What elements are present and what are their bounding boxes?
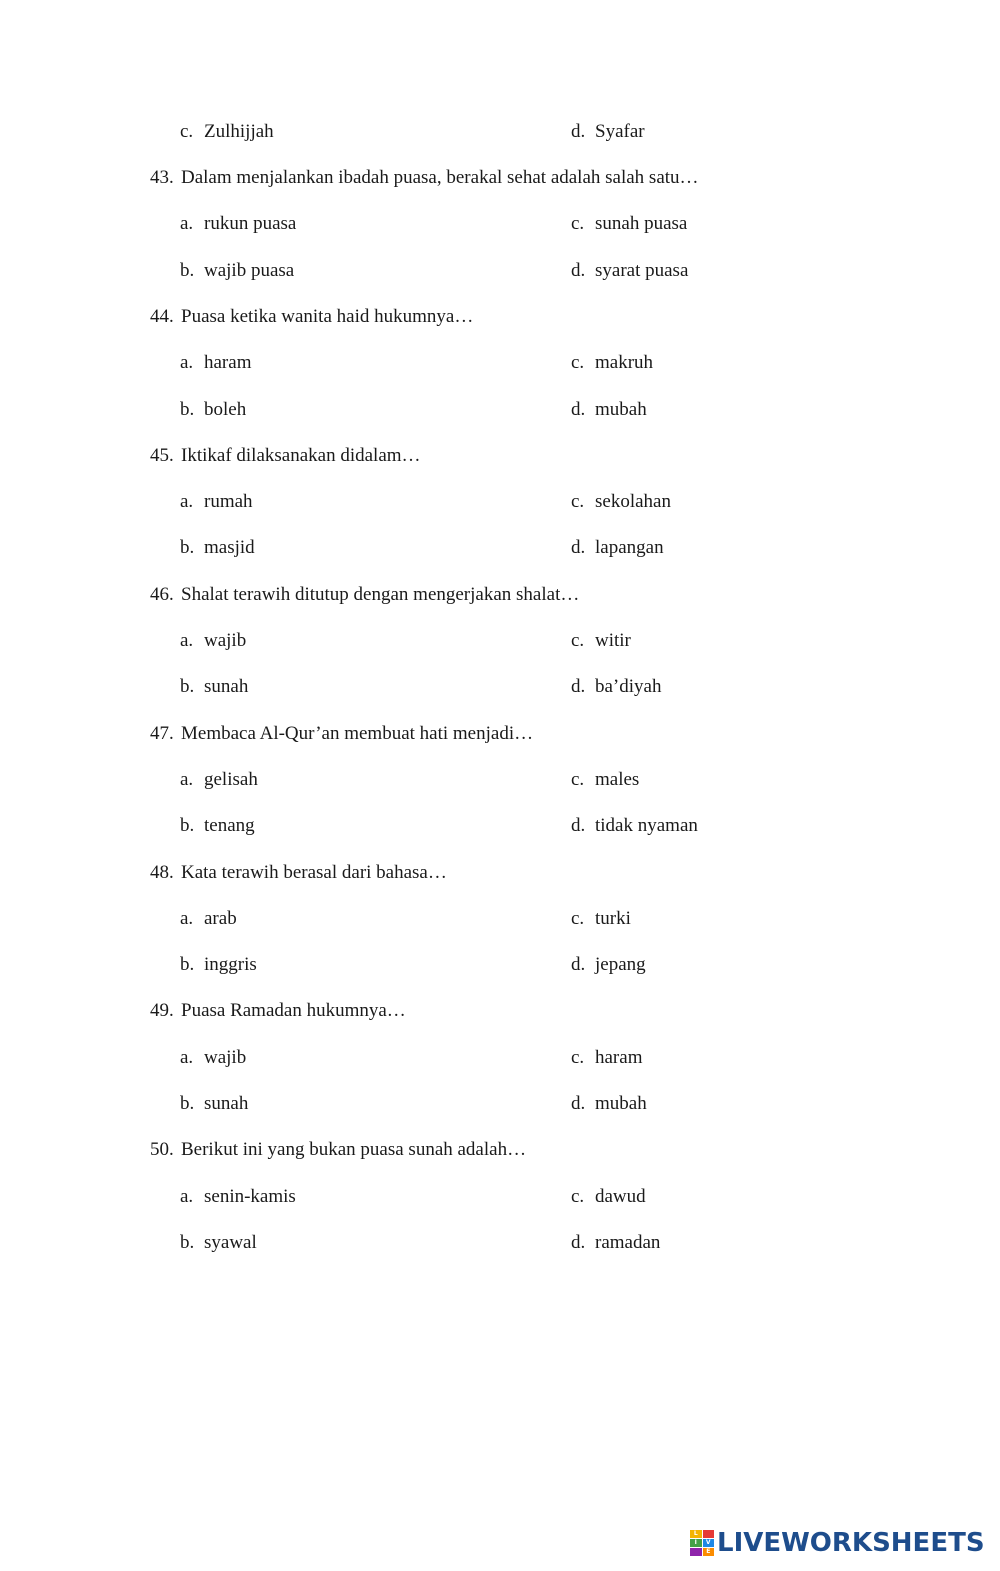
option-d[interactable] [571, 814, 698, 838]
option-letter: d. [571, 954, 586, 975]
question-number: 44. [150, 306, 174, 327]
option-letter: d. [571, 1232, 586, 1253]
question-text: Puasa Ramadan hukumnya… [181, 1000, 406, 1021]
question [150, 166, 699, 190]
option-letter: a. [180, 352, 194, 373]
option-letter: c. [571, 1186, 585, 1207]
option-letter: b. [180, 1232, 195, 1253]
option-text: gelisah [204, 769, 258, 790]
option-text: sekolahan [595, 491, 671, 512]
option-letter: d. [571, 1093, 586, 1114]
option-letter: b. [180, 954, 195, 975]
option-text: Syafar [595, 121, 645, 142]
question [150, 305, 473, 329]
option-d[interactable] [571, 675, 661, 699]
option-text: males [595, 769, 640, 790]
option-text: rumah [204, 491, 253, 512]
option-d[interactable] [571, 120, 645, 144]
question-text: Iktikaf dilaksanakan didalam… [181, 445, 421, 466]
question-number: 43. [150, 167, 174, 188]
option-text: sunah puasa [595, 213, 688, 234]
option-letter: c. [180, 121, 194, 142]
option-letter: c. [571, 213, 585, 234]
option-text: mubah [595, 1093, 647, 1114]
option-text: senin-kamis [204, 1186, 296, 1207]
option-text: witir [595, 630, 631, 651]
option-c[interactable] [571, 490, 671, 514]
option-letter: c. [571, 491, 585, 512]
option-b[interactable] [180, 675, 248, 699]
option-text: inggris [204, 954, 257, 975]
option-a[interactable] [180, 490, 253, 514]
option-d[interactable] [571, 259, 688, 283]
liveworksheets-logo-icon: L I V E [690, 1530, 714, 1556]
option-text: Zulhijjah [204, 121, 274, 142]
option-text: wajib [204, 630, 247, 651]
option-d[interactable] [571, 1092, 647, 1116]
option-letter: d. [571, 815, 586, 836]
option-letter: c. [571, 352, 585, 373]
option-a[interactable] [180, 629, 246, 653]
option-a[interactable] [180, 768, 258, 792]
option-b[interactable] [180, 536, 255, 560]
option-c[interactable] [571, 768, 639, 792]
option-letter: a. [180, 908, 194, 929]
option-letter: b. [180, 1093, 195, 1114]
option-letter: d. [571, 399, 586, 420]
option-b[interactable] [180, 259, 294, 283]
option-letter: c. [571, 769, 585, 790]
option-letter: b. [180, 676, 195, 697]
question-number: 50. [150, 1139, 174, 1160]
option-a[interactable] [180, 212, 296, 236]
question [150, 999, 406, 1023]
option-letter: c. [571, 908, 585, 929]
option-text: ba’diyah [595, 676, 662, 697]
question-text: Membaca Al-Qur’an membuat hati menjadi… [181, 723, 534, 744]
option-text: boleh [204, 399, 247, 420]
option-c[interactable] [571, 212, 687, 236]
option-text: masjid [204, 537, 255, 558]
option-b[interactable] [180, 814, 255, 838]
option-a[interactable] [180, 1185, 296, 1209]
option-d[interactable] [571, 536, 664, 560]
question-text: Shalat terawih ditutup dengan mengerjakan shalat… [181, 584, 580, 605]
option-letter: a. [180, 769, 194, 790]
option-text: lapangan [595, 537, 664, 558]
option-c[interactable] [571, 907, 631, 931]
option-c[interactable] [571, 1046, 642, 1070]
brand-name: LIVEWORKSHEETS [717, 1528, 985, 1558]
option-b[interactable] [180, 398, 246, 422]
option-letter: a. [180, 1186, 194, 1207]
option-text: dawud [595, 1186, 646, 1207]
option-d[interactable] [571, 398, 647, 422]
option-text: rukun puasa [204, 213, 297, 234]
option-letter: b. [180, 399, 195, 420]
option-letter: c. [571, 1047, 585, 1068]
question-number: 45. [150, 445, 174, 466]
option-b[interactable] [180, 953, 257, 977]
option-c[interactable] [180, 120, 274, 144]
option-a[interactable] [180, 907, 237, 931]
question-text: Puasa ketika wanita haid hukumnya… [181, 306, 474, 327]
option-d[interactable] [571, 953, 646, 977]
option-a[interactable] [180, 1046, 246, 1070]
option-text: arab [204, 908, 237, 929]
question-number: 49. [150, 1000, 174, 1021]
option-c[interactable] [571, 351, 653, 375]
option-letter: b. [180, 815, 195, 836]
option-text: haram [204, 352, 252, 373]
question [150, 583, 579, 607]
option-b[interactable] [180, 1092, 248, 1116]
option-letter: a. [180, 491, 194, 512]
question-text: Berikut ini yang bukan puasa sunah adalah… [181, 1139, 527, 1160]
question [150, 1138, 526, 1162]
option-letter: b. [180, 537, 195, 558]
option-letter: a. [180, 1047, 194, 1068]
option-text: jepang [595, 954, 646, 975]
question-text: Dalam menjalankan ibadah puasa, berakal sehat adalah salah satu… [181, 167, 699, 188]
option-letter: b. [180, 260, 195, 281]
option-text: sunah [204, 676, 249, 697]
option-text: sunah [204, 1093, 249, 1114]
question [150, 722, 533, 746]
option-c[interactable] [571, 1185, 646, 1209]
option-letter: d. [571, 537, 586, 558]
option-letter: d. [571, 676, 586, 697]
option-text: wajib puasa [204, 260, 295, 281]
question-number: 48. [150, 862, 174, 883]
option-letter: d. [571, 121, 586, 142]
option-text: mubah [595, 399, 647, 420]
option-text: syarat puasa [595, 260, 689, 281]
option-text: makruh [595, 352, 654, 373]
liveworksheets-brand [690, 1527, 985, 1559]
option-d[interactable] [571, 1231, 660, 1255]
question-number: 46. [150, 584, 174, 605]
option-letter: a. [180, 213, 194, 234]
option-text: haram [595, 1047, 643, 1068]
option-letter: d. [571, 260, 586, 281]
option-letter: c. [571, 630, 585, 651]
question [150, 861, 447, 885]
option-text: syawal [204, 1232, 257, 1253]
option-b[interactable] [180, 1231, 257, 1255]
option-text: tenang [204, 815, 255, 836]
option-c[interactable] [571, 629, 631, 653]
option-text: tidak nyaman [595, 815, 698, 836]
question-number: 47. [150, 723, 174, 744]
option-text: wajib [204, 1047, 247, 1068]
option-text: turki [595, 908, 631, 929]
option-a[interactable] [180, 351, 251, 375]
question-text: Kata terawih berasal dari bahasa… [181, 862, 447, 883]
question [150, 444, 421, 468]
option-text: ramadan [595, 1232, 661, 1253]
option-letter: a. [180, 630, 194, 651]
